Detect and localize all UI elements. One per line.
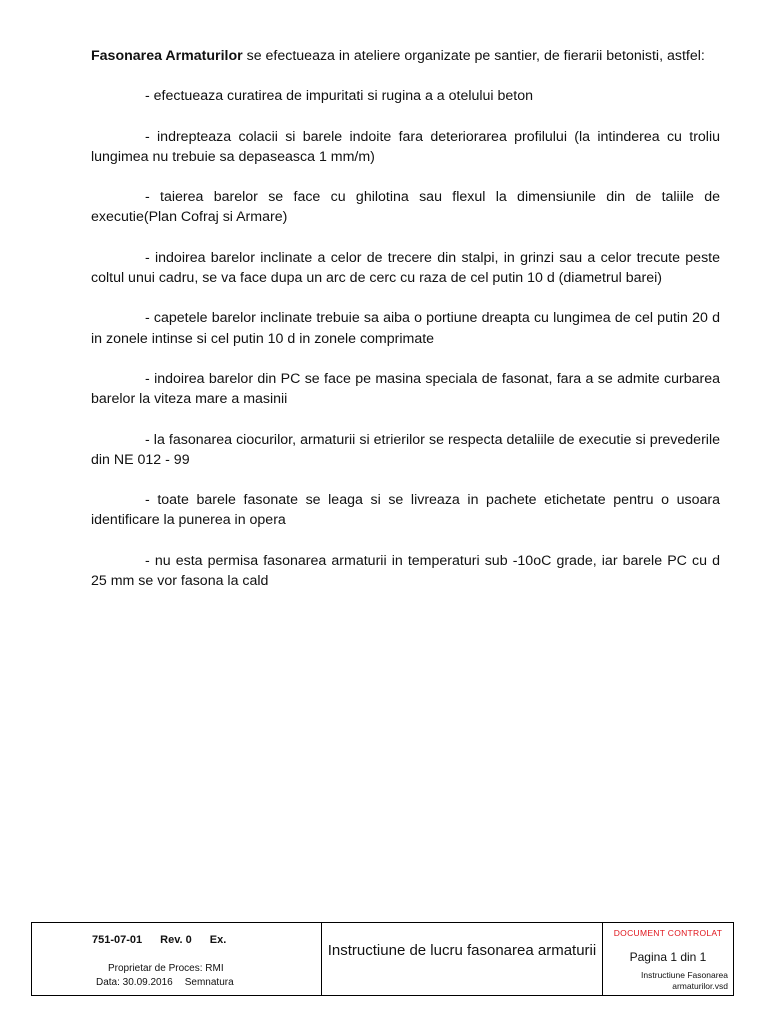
footer-info-cell <box>32 923 322 995</box>
file-name: Instructiune Fasonarea armaturilor.vsd <box>641 970 728 991</box>
intro-text: se efectueaza in ateliere organizate pe santier, de fierarii betonisti, astfel: <box>242 48 705 64</box>
document-code: 751-07-01 <box>92 934 143 946</box>
list-item: - la fasonarea ciocurilor, armaturii si etrierilor se respecta detaliile de executie si prevederile din NE 012 - 99 <box>91 431 720 468</box>
intro-paragraph <box>91 46 720 66</box>
date-line <box>96 977 246 988</box>
revision: Rev. 0 <box>160 934 192 946</box>
controlled-stamp: DOCUMENT CONTROLAT <box>613 928 723 938</box>
list-item: - indoirea barelor din PC se face pe masina speciala de fasonat, fara a se admite curbarea barelor la viteza mare a masinii <box>91 370 720 408</box>
document-body <box>91 46 720 611</box>
list-item: - taierea barelor se face cu ghilotina sau flexul la dimensiunile din de taliile de executie(Plan Cofraj si Armare) <box>91 189 720 226</box>
signature-label: Semnatura <box>184 977 234 988</box>
list-item: - toate barele fasonate se leaga si se livreaza in pachete etichetate pentru o usoara identificare la punerea in opera <box>91 492 720 529</box>
list-item: - nu esta permisa fasonarea armaturii in temperaturi sub -10oC grade, iar barele PC cu d 25 mm se vor fasona la cald <box>91 552 720 590</box>
list-item: - capetele barelor inclinate trebuie sa aiba o portiune dreapta cu lungimea de cel putin 20 d in zonele intinse si cel putin 10 d in zonele comprimate <box>91 310 720 347</box>
copy-label: Ex. <box>209 934 227 946</box>
document-codes <box>92 934 244 946</box>
document-title: Instructiune de lucru fasonarea armaturii <box>327 942 597 959</box>
list-item: - efectueaza curatirea de impuritati si rugina a a otelului beton <box>145 88 534 105</box>
intro-title: Fasonarea Armaturilor <box>91 48 243 64</box>
footer-control-cell <box>602 923 733 995</box>
page-number: Pagina 1 din 1 <box>629 950 707 964</box>
footer-title-cell <box>322 923 602 995</box>
footer-title-block <box>31 922 734 996</box>
list-item: - indoirea barelor inclinate a celor de trecere din stalpi, in grinzi sau a celor trecute peste coltul unui cadru, se va face dupa un arc de cerc cu raza de cel putin 10 d (diametrul barei) <box>91 249 720 287</box>
list-item: - indrepteaza colacii si barele indoite fara deteriorarea profilului (la intinderea cu troliu lungimea nu trebuie sa depaseasca 1 mm/m) <box>91 128 720 165</box>
process-owner: Proprietar de Proces: RMI <box>108 963 224 974</box>
document-date: Data: 30.09.2016 <box>96 977 173 988</box>
